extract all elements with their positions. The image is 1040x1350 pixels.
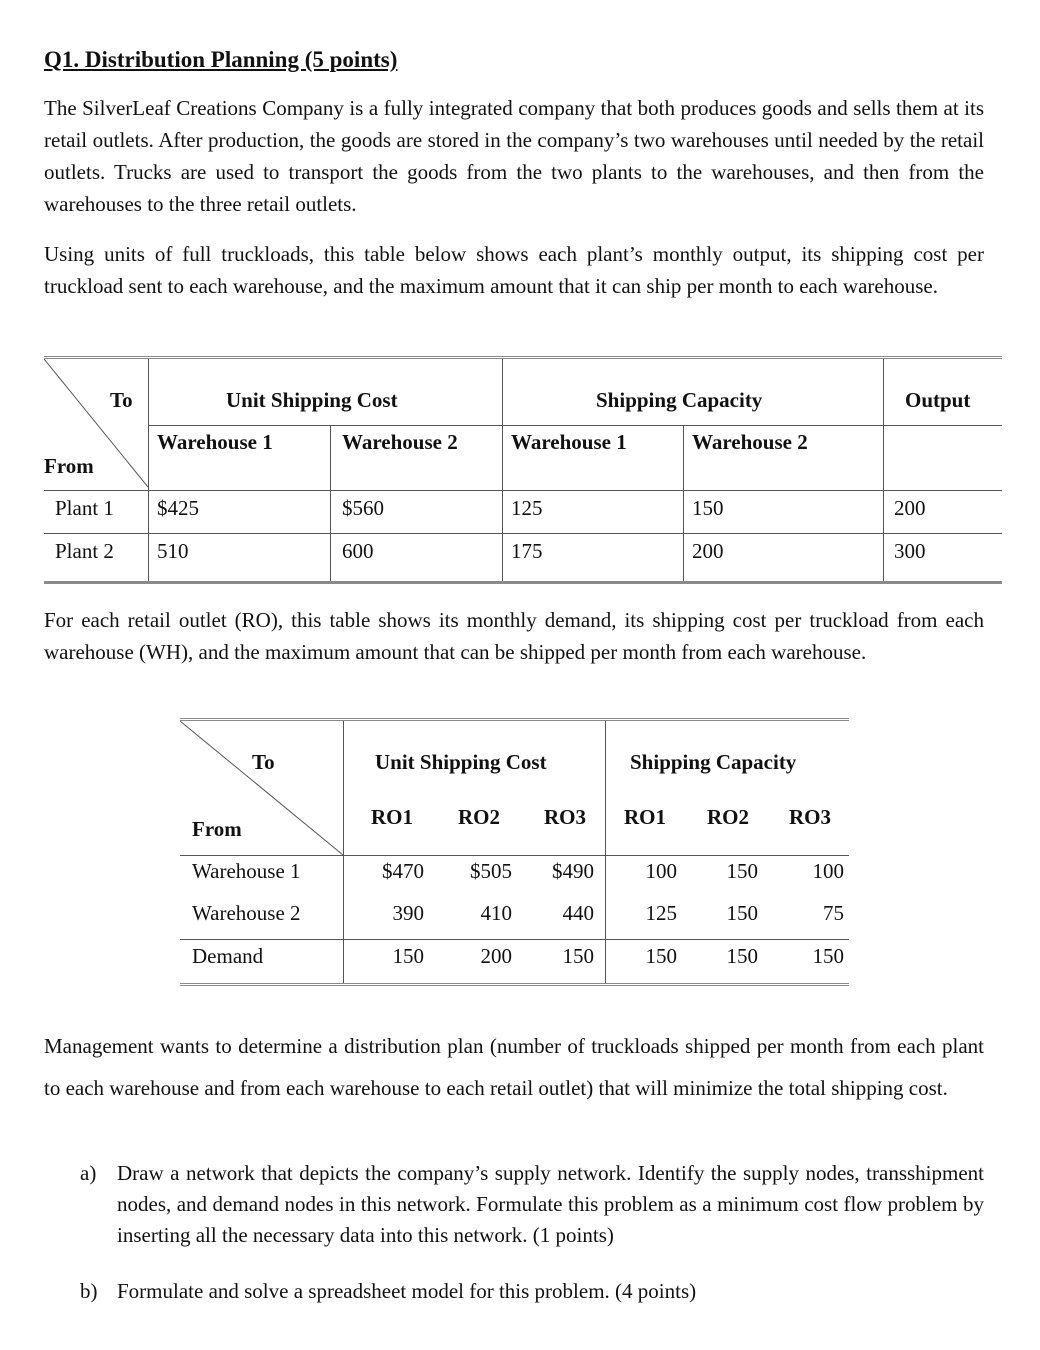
table-cell: 100 [812, 859, 844, 883]
table-cell: 150 [392, 944, 424, 968]
table-cell: 440 [562, 901, 594, 925]
table-cell: 100 [645, 859, 677, 883]
table-cell: 150 [812, 944, 844, 968]
list-item [80, 1158, 984, 1251]
list-item [80, 1276, 984, 1307]
list-item-label: b) [80, 1279, 98, 1303]
table-cell: $425 [157, 496, 199, 520]
from-header: From [192, 817, 242, 841]
to-header: To [110, 388, 133, 412]
row-label: Warehouse 1 [192, 859, 301, 883]
table-cell: $505 [470, 859, 512, 883]
table-cell: 510 [157, 539, 189, 563]
table-cell: 150 [645, 944, 677, 968]
question-list [80, 1158, 984, 1307]
col-header: RO1 [371, 805, 413, 829]
row-label: Plant 2 [55, 539, 114, 563]
row-label: Demand [192, 944, 264, 968]
table1-intro: Using units of full truckloads, this table below shows each plant’s monthly output, its shipping cost per truckload sent to each warehouse, and the maximum amount that it can ship per month to each warehouse. [44, 242, 984, 298]
question-title: Q1. Distribution Planning (5 points) [44, 47, 398, 72]
output-header: Output [905, 388, 971, 412]
unit-shipping-cost-header: Unit Shipping Cost [375, 750, 547, 774]
table-cell: 200 [692, 539, 724, 563]
shipping-capacity-header: Shipping Capacity [596, 388, 763, 412]
table2-intro: For each retail outlet (RO), this table shows its monthly demand, its shipping cost per truckload from each warehouse (WH), and the maximum amount that can be shipped per month from each warehouse. [44, 608, 984, 664]
table-cell: 150 [692, 496, 724, 520]
document-page [44, 40, 984, 1303]
table-cell: 390 [392, 901, 424, 925]
col-header: RO2 [458, 805, 500, 829]
col-header: RO3 [789, 805, 831, 829]
table-cell: $560 [342, 496, 384, 520]
col-header: RO1 [624, 805, 666, 829]
table-cell: 150 [726, 901, 758, 925]
table-cell: 150 [726, 944, 758, 968]
row-label: Plant 1 [55, 496, 114, 520]
unit-shipping-cost-header: Unit Shipping Cost [226, 388, 398, 412]
table-cell: 200 [894, 496, 926, 520]
shipping-capacity-header: Shipping Capacity [630, 750, 797, 774]
table-cell: 150 [562, 944, 594, 968]
table-cell: 75 [823, 901, 844, 925]
list-item-text: Draw a network that depicts the company’s supply network. Identify the supply nodes, transshipment nodes, and demand nodes in this network. Formulate this problem as a minimum cost flow problem by inserting all the necessary data into this network. (1 points) [117, 1161, 984, 1247]
plant-warehouse-table [44, 356, 1002, 584]
warehouse-outlet-table [180, 718, 849, 986]
management-paragraph: Management wants to determine a distribution plan (number of truckloads shipped per month from each plant to each warehouse and from each warehouse to each retail outlet) that will minimize the total shipping cost. [44, 1034, 984, 1100]
row-label: Warehouse 2 [192, 901, 301, 925]
table-cell: 125 [511, 496, 543, 520]
table-cell: 410 [480, 901, 512, 925]
table-cell: 150 [726, 859, 758, 883]
col-header: RO3 [544, 805, 586, 829]
col-header: Warehouse 1 [157, 430, 273, 454]
intro-paragraph: The SilverLeaf Creations Company is a fully integrated company that both produces goods and sells them at its retail outlets. After production, the goods are stored in the company’s two warehouses until needed by the retail outlets. Trucks are used to transport the goods from the two plants to the warehouses, and then from the warehouses to the three retail outlets. [44, 96, 984, 216]
col-header: Warehouse 2 [692, 430, 808, 454]
from-header: From [44, 454, 94, 478]
table-cell: 600 [342, 539, 374, 563]
table-cell: $490 [552, 859, 594, 883]
to-header: To [252, 750, 275, 774]
table-cell: 300 [894, 539, 926, 563]
list-item-text: Formulate and solve a spreadsheet model for this problem. (4 points) [117, 1279, 697, 1303]
col-header: RO2 [707, 805, 749, 829]
table-cell: 175 [511, 539, 543, 563]
list-item-label: a) [80, 1161, 97, 1185]
table-cell: 125 [645, 901, 677, 925]
table-cell: $470 [382, 859, 424, 883]
col-header: Warehouse 1 [511, 430, 627, 454]
col-header: Warehouse 2 [342, 430, 458, 454]
table-cell: 200 [480, 944, 512, 968]
